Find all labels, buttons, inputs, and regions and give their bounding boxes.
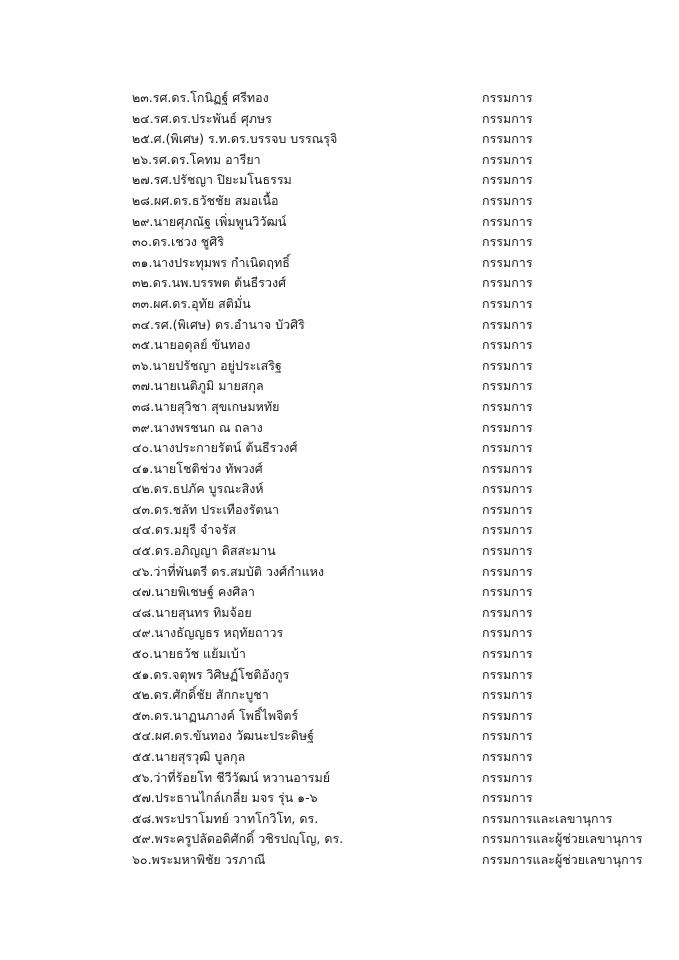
member-name: ๕๙.พระครูปลัดอดิศักดิ์ วชิรปญฺโญ, ดร. [132,831,344,847]
member-name: ๒๙.นายศุภณัฐ เพิ่มพูนวิวัฒน์ [132,213,287,229]
member-role: กรรมการ [482,295,533,311]
member-name: ๓๒.ดร.นพ.บรรพต ต้นธีรวงศ์ [132,275,287,291]
member-name: ๕๒.ดร.ศักดิ์ชัย สักกะบูชา [132,687,269,703]
member-role: กรรมการ [482,584,533,600]
member-role: กรรมการ [482,543,533,559]
member-name: ๔๖.ว่าที่พันตรี ดร.สมบัติ วงศ์กำแหง [132,563,324,579]
member-row [132,356,652,377]
member-role: กรรมการและเลขานุการ [482,810,613,826]
member-role: กรรมการ [482,337,533,353]
member-role: กรรมการ [482,707,533,723]
member-name: ๒๖.รศ.ดร.โคทม อารียา [132,151,261,167]
member-role: กรรมการ [482,687,533,703]
member-row [132,109,652,130]
member-name: ๔๙.นางธัญญธร หฤทัยถาวร [132,625,284,641]
member-name: ๕๔.ผศ.ดร.ขันทอง วัฒนะประดิษฐ์ [132,728,315,744]
member-role: กรรมการ [482,666,533,682]
member-role: กรรมการ [482,604,533,620]
member-role: กรรมการ [482,172,533,188]
member-row [132,623,652,644]
member-role: กรรมการ [482,646,533,662]
committee-member-list [132,88,652,871]
member-name: ๔๔.ดร.มยุรี จำจรัส [132,522,236,538]
member-row [132,603,652,624]
member-role: กรรมการ [482,234,533,250]
member-name: ๓๖.นายปรัชญา อยู่ประเสริฐ [132,357,282,373]
member-row [132,788,652,809]
member-name: ๒๓.รศ.ดร.โกนิฏฐ์ ศรีทอง [132,90,269,105]
member-role: กรรมการ [482,213,533,229]
member-role: กรรมการ [482,728,533,744]
member-role: กรรมการ [482,378,533,394]
member-row [132,768,652,789]
member-name: ๕๘.พระปราโมทย์ วาทโกวิโท, ดร. [132,810,319,826]
member-name: ๓๔.รศ.(พิเศษ) ดร.อำนาจ บัวศิริ [132,316,305,332]
member-role: กรรมการ [482,481,533,497]
member-row [132,129,652,150]
member-row [132,397,652,418]
member-row [132,541,652,562]
member-name: ๒๔.รศ.ดร.ประพันธ์ ศุภษร [132,110,272,126]
member-row [132,809,652,830]
member-name: ๔๓.ดร.ชลัท ประเทืองรัตนา [132,501,280,517]
member-row [132,232,652,253]
member-row [132,253,652,274]
member-row [132,500,652,521]
member-role: กรรมการและผู้ช่วยเลขานุการ [482,851,643,867]
member-role: กรรมการ [482,398,533,414]
member-name: ๔๐.นางประกายรัตน์ ต้นธีรวงศ์ [132,440,298,456]
member-role: กรรมการ [482,357,533,373]
member-row [132,315,652,336]
member-name: ๕๗.ประธานไกล์เกลี่ย มจร รุ่น ๑-๖ [132,790,318,806]
member-row [132,88,652,109]
member-role: กรรมการ [482,625,533,641]
member-name: ๒๗.รศ.ปรัชญา ปิยะมโนธรรม [132,172,292,188]
member-name: ๖๐.พระมหาพิชัย วรภาณี [132,851,266,867]
member-role: กรรมการ [482,790,533,806]
member-role: กรรมการ [482,419,533,435]
member-name: ๔๑.นายโชติช่วง ทัพวงศ์ [132,460,263,476]
member-row [132,376,652,397]
member-role: กรรมการ [482,440,533,456]
member-row [132,273,652,294]
member-role: กรรมการ [482,563,533,579]
member-row [132,850,652,871]
member-row [132,747,652,768]
member-name: ๕๑.ดร.จตุพร วิศิษฏ์โชติอังกูร [132,666,290,682]
member-row [132,212,652,233]
member-name: ๕๖.ว่าที่ร้อยโท ชีวีวัฒน์ หวานอารมย์ [132,769,331,785]
member-name: ๓๓.ผศ.ดร.อุทัย สติมั่น [132,295,251,311]
member-role: กรรมการ [482,749,533,764]
member-row [132,459,652,480]
member-row [132,829,652,850]
member-name: ๕๓.ดร.นาฏนภางค์ โพธิ์ไพจิตร์ [132,707,299,723]
member-role: กรรมการและผู้ช่วยเลขานุการ [482,831,643,847]
member-row [132,294,652,315]
member-role: กรรมการ [482,522,533,538]
member-row [132,418,652,439]
member-name: ๓๐.ดร.เชวง ชูศิริ [132,234,224,250]
member-name: ๓๕.นายอดุลย์ ขันทอง [132,337,251,353]
member-role: กรรมการ [482,769,533,785]
member-row [132,520,652,541]
member-role: กรรมการ [482,192,533,208]
member-name: ๔๗.นายพิเชษฐ์ คงศิลา [132,584,255,600]
member-role: กรรมการ [482,460,533,476]
member-row [132,150,652,171]
member-row [132,706,652,727]
member-name: ๓๑.นางประทุมพร กำเนิดฤทธิ์ [132,254,290,270]
member-row [132,479,652,500]
member-role: กรรมการ [482,254,533,270]
member-name: ๓๗.นายเนติภูมิ มายสกุล [132,378,264,394]
member-name: ๓๘.นายสุวิชา สุขเกษมหทัย [132,398,280,414]
member-role: กรรมการ [482,275,533,291]
member-row [132,191,652,212]
member-row [132,438,652,459]
member-name: ๔๕.ดร.อภิญญา ดิสสะมาน [132,543,276,559]
member-role: กรรมการ [482,501,533,517]
member-name: ๕๐.นายธวัช แย้มเบ้า [132,646,246,662]
member-row [132,644,652,665]
member-row [132,665,652,686]
member-role: กรรมการ [482,316,533,332]
member-name: ๔๒.ดร.ธปภัค บูรณะสิงห์ [132,481,264,497]
member-row [132,582,652,603]
member-name: ๔๘.นายสุนทร ทิมจ้อย [132,604,252,620]
member-row [132,335,652,356]
member-row [132,726,652,747]
member-name: ๒๕.ศ.(พิเศษ) ร.ท.ดร.บรรจบ บรรณรุจิ [132,131,338,147]
member-role: กรรมการ [482,90,533,105]
member-name: ๓๙.นางพรชนก ณ ถลาง [132,419,263,435]
member-name: ๒๘.ผศ.ดร.ธวัชชัย สมอเนื้อ [132,192,279,208]
member-role: กรรมการ [482,131,533,147]
member-name: ๕๕.นายสุรวุฒิ บูลกุล [132,749,246,764]
member-row [132,170,652,191]
member-row [132,685,652,706]
member-row [132,562,652,583]
member-role: กรรมการ [482,151,533,167]
member-role: กรรมการ [482,110,533,126]
